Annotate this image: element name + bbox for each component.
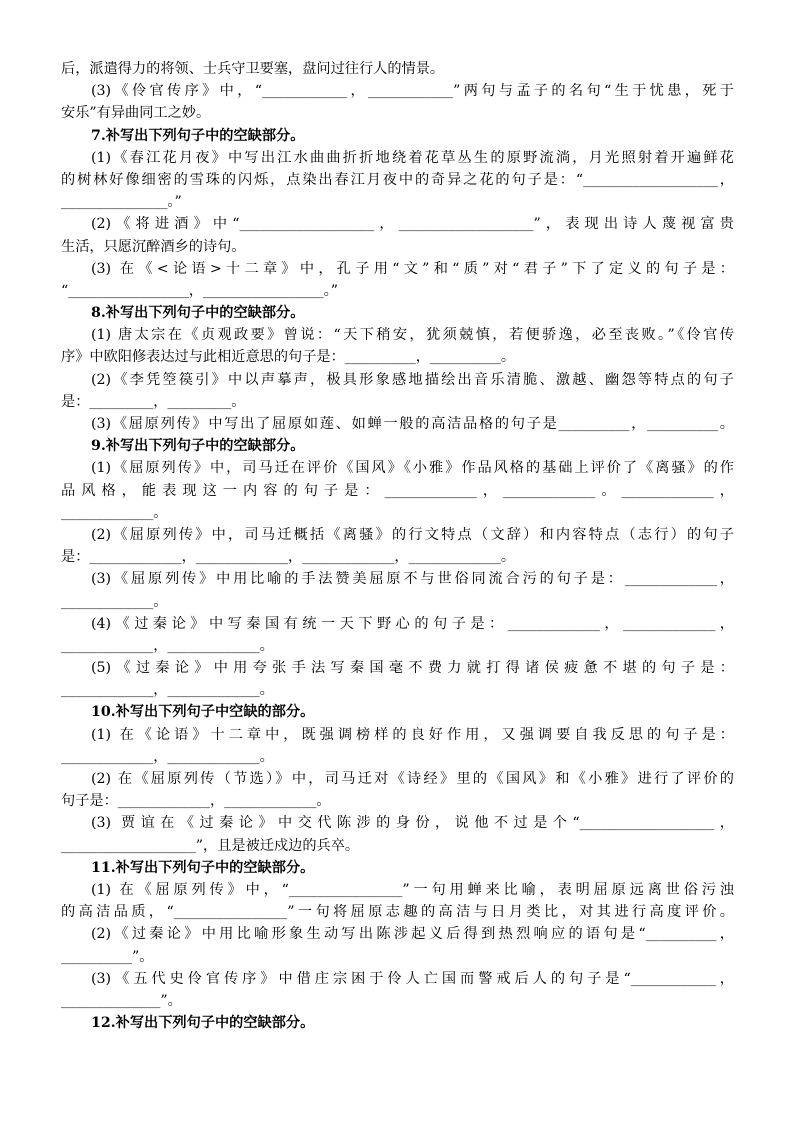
text-line: 品风格，能表现这一内容的句子是：_____________，_____________。_____________，: [61, 482, 734, 499]
text-line: 后，派遣得力的将领、士兵守卫要塞，盘问过往行人的情景。: [61, 61, 445, 77]
text-line: 安乐”有异曲同工之妙。: [61, 105, 211, 122]
text-line: ___________________”，且是被迁戍边的兵卒。: [61, 837, 360, 854]
text-line: _____________，_____________。: [61, 748, 274, 765]
text-line: _____________，_____________。: [61, 637, 274, 654]
text-line: 序》中欧阳修表达过与此相近意思的句子是：__________，__________。: [61, 349, 516, 366]
text-line: 是：_____________，_____________，_____________，_____________。: [61, 549, 516, 566]
text-line: _____________，_____________。: [61, 682, 274, 699]
text-line: _____________。: [61, 593, 168, 610]
text-line: (2)《屈原列传》中，司马迁概括《离骚》的行文特点（文辞）和内容特点（志行）的句子: [91, 526, 734, 543]
text-line: (5)《过秦论》中用夸张手法写秦国毫不费力就打得诸侯疲惫不堪的句子是：: [91, 660, 734, 677]
text-line: (3)《伶官传序》中，“____________，____________”两句与孟子的名句“生于忧患，死于: [91, 83, 734, 100]
text-line: (2)《李凭箜篌引》中以声摹声，极具形象感地描绘出音乐清脆、激越、幽怨等特点的句子: [91, 371, 734, 388]
section-heading-12: 12.补写出下列句子中的空缺部分。: [91, 1015, 315, 1032]
text-line: ______________”。: [61, 992, 182, 1009]
text-line: 是：_________，_________。: [61, 393, 246, 410]
text-line: (1) 唐太宗在《贞观政要》曾说：“天下稍安，犹须兢慎，若便骄逸，必至丧败。”《伶官传: [91, 327, 734, 344]
text-line: (2)《将进酒》中“___________________，___________________”，表现出诗人蔑视富贵: [91, 216, 734, 233]
worksheet-body: [61, 58, 734, 1034]
section-heading-8: 8.补写出下列句子中的空缺部分。: [91, 305, 305, 322]
section-heading-9: 9.补写出下列句子中的空缺部分。: [91, 438, 305, 455]
text-line: (3) 在《<论语>十二章》中，孔子用“文”和“质”对“君子”下了定义的句子是：: [91, 260, 734, 277]
text-line: 生活，只愿沉醉酒乡的诗句。: [61, 238, 246, 255]
text-line: (2) 在《屈原列传（节选）》中，司马迁对《诗经》里的《国风》和《小雅》进行了评价的: [91, 771, 734, 787]
text-line: 的树林好像细密的雪珠的闪烁，点染出春江月夜中的奇异之花的句子是：“___________________，: [61, 171, 734, 188]
section-heading-10: 10.补写出下列句子中空缺的部分。: [91, 704, 315, 721]
text-line: (1) 在《论语》十二章中，既强调榜样的良好作用，又强调要自我反思的句子是：: [91, 726, 734, 743]
text-line: (3)《屈原列传》中写出了屈原如莲、如蝉一般的高洁品格的句子是__________，__________。: [91, 416, 734, 432]
section-heading-7: 7.补写出下列句子中的空缺部分。: [91, 127, 305, 144]
section-heading-11: 11.补写出下列句子中的空缺部分。: [91, 859, 315, 876]
text-line: (3)《屈原列传》中用比喻的手法赞美屈原不与世俗同流合污的句子是：_____________，: [91, 571, 734, 588]
text-line: “_________________，_________________。”: [61, 282, 338, 299]
text-line: (2)《过秦论》中用比喻形象生动写出陈涉起义后得到热烈响应的语句是“__________，: [91, 926, 734, 943]
text-line: __________”。: [61, 948, 154, 965]
text-line: _____________。: [61, 504, 168, 521]
text-line: 句子是：_____________，_____________。: [61, 793, 331, 810]
text-line: (4)《过秦论》中写秦国有统一天下野心的句子是：_____________，_____________，: [91, 615, 734, 632]
text-line: (3)《五代史伶官传序》中借庄宗困于伶人亡国而警戒后人的句子是“____________，: [91, 970, 734, 987]
text-line: (3) 贾谊在《过秦论》中交代陈涉的身份，说他不过是个“___________________，: [91, 815, 734, 832]
text-line: (1)《屈原列传》中，司马迁在评价《国风》《小雅》作品风格的基础上评价了《离骚》的作: [91, 460, 734, 477]
text-line: (1) 在《屈原列传》中，“________________”一句用蝉来比喻，表明屈原远离世俗污浊: [91, 881, 734, 898]
text-line: 的高洁品质，“________________”一句将屈原志趣的高洁与日月类比，对其进行高度评价。: [61, 904, 734, 921]
text-line: _______________。”: [61, 194, 182, 211]
text-line: (1)《春江花月夜》中写出江水曲曲折折地绕着花草丛生的原野流淌，月光照射着开遍鲜花: [91, 149, 734, 166]
